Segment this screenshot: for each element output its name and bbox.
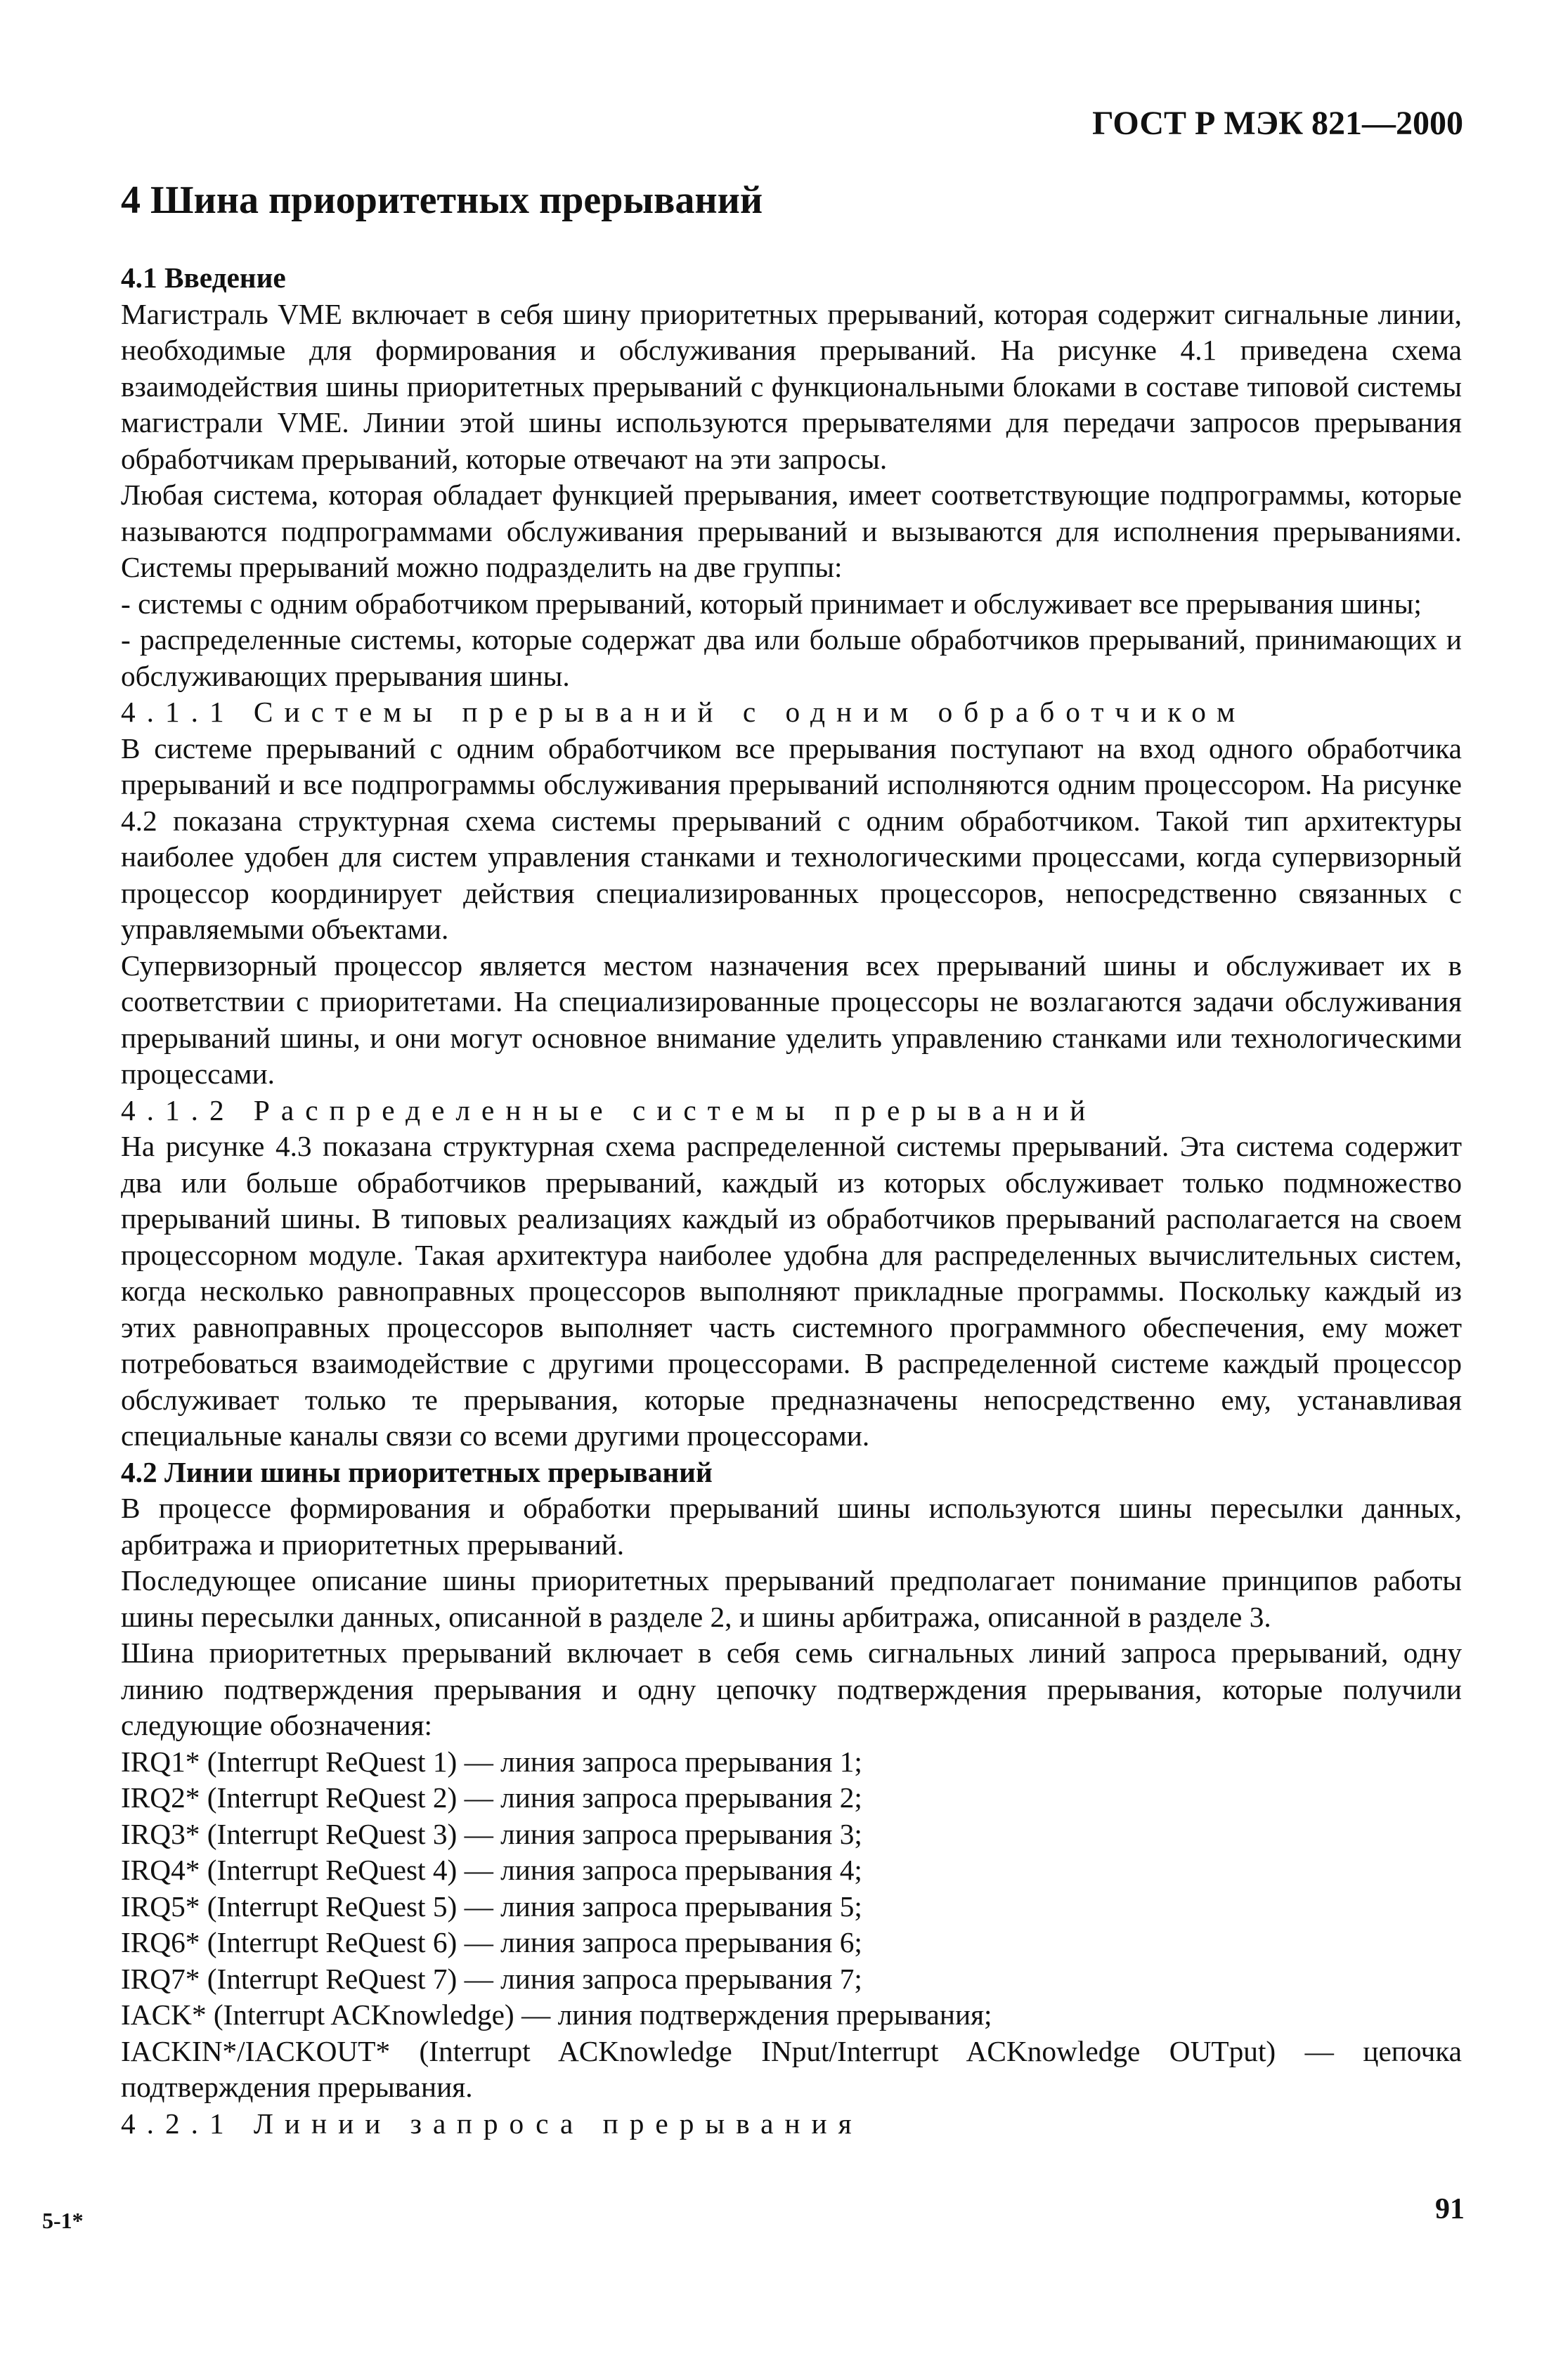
signal-item: IACK* (Interrupt ACKnowledge) — линия подтверждения прерывания;	[121, 1998, 992, 2031]
signal-item: IRQ4* (Interrupt ReQuest 4) — линия запроса прерывания 4;	[121, 1854, 862, 1886]
paragraph: В процессе формирования и обработки прерываний шины используются шины пересылки данных, арбитража и приоритетных прерываний.	[121, 1492, 1462, 1561]
paragraph: Супервизорный процессор является местом назначения всех прерываний шины и обслуживает их в соответствии с приоритетами. На специализированные процессоры не возлагаются задачи обслуживания прерываний шины, и они могут основное внимание уделить управлению станками или технологическими процессами.	[121, 949, 1462, 1090]
section-title: 4 Шина приоритетных прерываний	[121, 178, 763, 222]
list-paragraph: - распределенные системы, которые содержат два или больше обработчиков прерываний, принимающих и обслуживающих прерывания шины.	[121, 623, 1462, 692]
paragraph: В системе прерываний с одним обработчиком все прерывания поступают на вход одного обработчика прерываний и все подпрограммы обслуживания прерываний исполняются одним процессором. На рисунке 4.2 показана структурная схема системы прерываний с одним обработчиком. Такой тип архитектуры наиболее удобен для систем управления станками и технологическими процессами, когда супервизорный процессор координирует действия специализированных процессоров, непосредственно связанных с управляемыми объектами.	[121, 731, 1462, 945]
subsection-heading-4-2-1: 4.2.1 Линии запроса прерывания	[121, 2107, 863, 2140]
subsection-heading-4-1-1: 4.1.1 Системы прерываний с одним обработчиком	[121, 696, 1247, 728]
paragraph: Любая система, которая обладает функцией прерывания, имеет соответствующие подпрограммы, которые называются подпрограммами обслуживания прерываний и вызываются для исполнения прерываниями. Системы прерываний можно подразделить на две группы:	[121, 479, 1462, 583]
paragraph: Шина приоритетных прерываний включает в себя семь сигнальных линий запроса прерываний, одну линию подтверждения прерывания и одну цепочку подтверждения прерывания, которые получили следующие обозначения:	[121, 1637, 1462, 1741]
signal-item: IRQ1* (Interrupt ReQuest 1) — линия запроса прерывания 1;	[121, 1745, 862, 1778]
paragraph: Последующее описание шины приоритетных прерываний предполагает понимание принципов работы шины пересылки данных, описанной в разделе 2, и шины арбитража, описанной в разделе 3.	[121, 1564, 1462, 1633]
signal-item: IRQ3* (Interrupt ReQuest 3) — линия запроса прерывания 3;	[121, 1817, 862, 1850]
signal-item: IRQ5* (Interrupt ReQuest 5) — линия запроса прерывания 5;	[121, 1890, 862, 1923]
signal-item: IRQ2* (Interrupt ReQuest 2) — линия запроса прерывания 2;	[121, 1781, 862, 1814]
paragraph: Магистраль VME включает в себя шину приоритетных прерываний, которая содержит сигнальные линии, необходимые для формирования и обслуживания прерываний. На рисунке 4.1 приведена схема взаимодействия шины приоритетных прерываний с функциональными блоками в составе типовой системы магистрали VME. Линии этой шины используются прерывателями для передачи запросов прерывания обработчикам прерываний, которые отвечают на эти запросы.	[121, 297, 1462, 475]
signal-item: IRQ6* (Interrupt ReQuest 6) — линия запроса прерывания 6;	[121, 1926, 862, 1958]
signal-item: IRQ7* (Interrupt ReQuest 7) — линия запроса прерывания 7;	[121, 1962, 862, 1995]
subsection-heading-4-1: 4.1 Введение	[121, 261, 286, 294]
paragraph: IACKIN*/IACKOUT* (Interrupt ACKnowledge INput/Interrupt ACKnowledge OUTput) — цепочка подтверждения прерывания.	[121, 2034, 1462, 2103]
page-number: 91	[1435, 2193, 1465, 2225]
subsection-heading-4-1-2: 4.1.2 Распределенные системы прерываний	[121, 1093, 1097, 1126]
subsection-heading-4-2: 4.2 Линии шины приоритетных прерываний	[121, 1455, 713, 1488]
body-text	[121, 260, 1462, 2142]
list-paragraph: - системы с одним обработчиком прерываний, который принимает и обслуживает все прерывания шины;	[121, 587, 1422, 620]
document-header: ГОСТ Р МЭК 821—2000	[1092, 105, 1463, 142]
paragraph: На рисунке 4.3 показана структурная схема распределенной системы прерываний. Эта система содержит два или больше обработчиков прерываний, каждый из которых обслуживает только подмножество прерываний шины. В типовых реализациях каждый из обработчиков прерываний располагается на своем процессорном модуле. Такая архитектура наиболее удобна для распределенных вычислительных систем, когда несколько равноправных процессоров выполняют прикладные программы. Поскольку каждый из этих равноправных процессоров выполняет часть системного программного обеспечения, ему может потребоваться взаимодействие с другими процессорами. В распределенной системе каждый процессор обслуживает только те прерывания, которые предназначены непосредственно ему, устанавливая специальные каналы связи со всеми другими процессорами.	[121, 1130, 1462, 1452]
footer-left-note: 5-1*	[42, 2208, 84, 2233]
